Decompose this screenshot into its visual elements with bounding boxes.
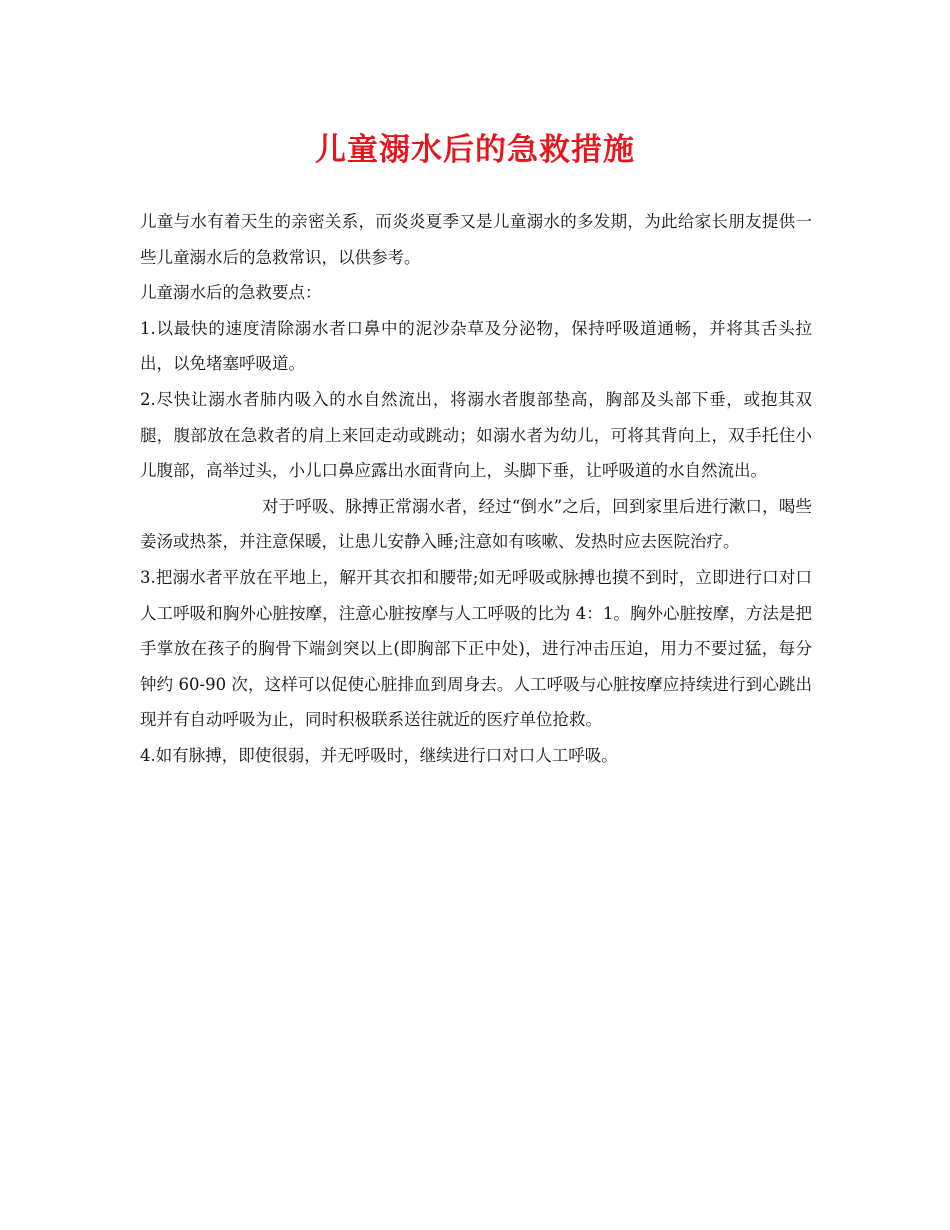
normal-breathing-paragraph: 对于呼吸、脉搏正常溺水者，经过“倒水”之后，回到家里后进行漱口，喝些姜汤或热茶，并注意保暖，让患儿安静入睡;注意如有咳嗽、发热时应去医院治疗。 — [140, 496, 812, 552]
step-1-paragraph: 1.以最快的速度清除溺水者口鼻中的泥沙杂草及分泌物，保持呼吸道通畅，并将其舌头拉出，以免堵塞呼吸道。 — [140, 318, 812, 374]
step-3-paragraph: 3.把溺水者平放在平地上，解开其衣扣和腰带;如无呼吸或脉搏也摸不到时，立即进行口对口人工呼吸和胸外心脏按摩，注意心脏按摩与人工呼吸的比为 4：1。胸外心脏按摩，方法是把手掌放在孩子的胸骨下端剑突以上(即胸部下正中处)，进行冲击压迫，用力不要过猛，每分钟约 60-90 次，这样可以促使心脏排血到周身去。人工呼吸与心脏按摩应持续进行到心跳出现并有自动呼吸为止，同时积极联系送往就近的医疗单位抢救。 — [140, 567, 812, 730]
intro-paragraph: 儿童与水有着天生的亲密关系，而炎炎夏季又是儿童溺水的多发期，为此给家长朋友提供一些儿童溺水后的急救常识，以供参考。 — [140, 212, 812, 267]
key-points-heading: 儿童溺水后的急救要点： — [140, 283, 322, 303]
step-4-paragraph: 4.如有脉搏，即使很弱，并无呼吸时，继续进行口对口人工呼吸。 — [140, 745, 618, 765]
step-2-paragraph: 2.尽快让溺水者肺内吸入的水自然流出，将溺水者腹部垫高，胸部及头部下垂，或抱其双腿，腹部放在急救者的肩上来回走动或跳动；如溺水者为幼儿，可将其背向上，双手托住小儿腹部，高举过头，小儿口鼻应露出水面背向上，头脚下垂，让呼吸道的水自然流出。 — [140, 389, 812, 481]
document-title: 儿童溺水后的急救措施 — [315, 132, 635, 168]
document-body — [140, 204, 812, 774]
